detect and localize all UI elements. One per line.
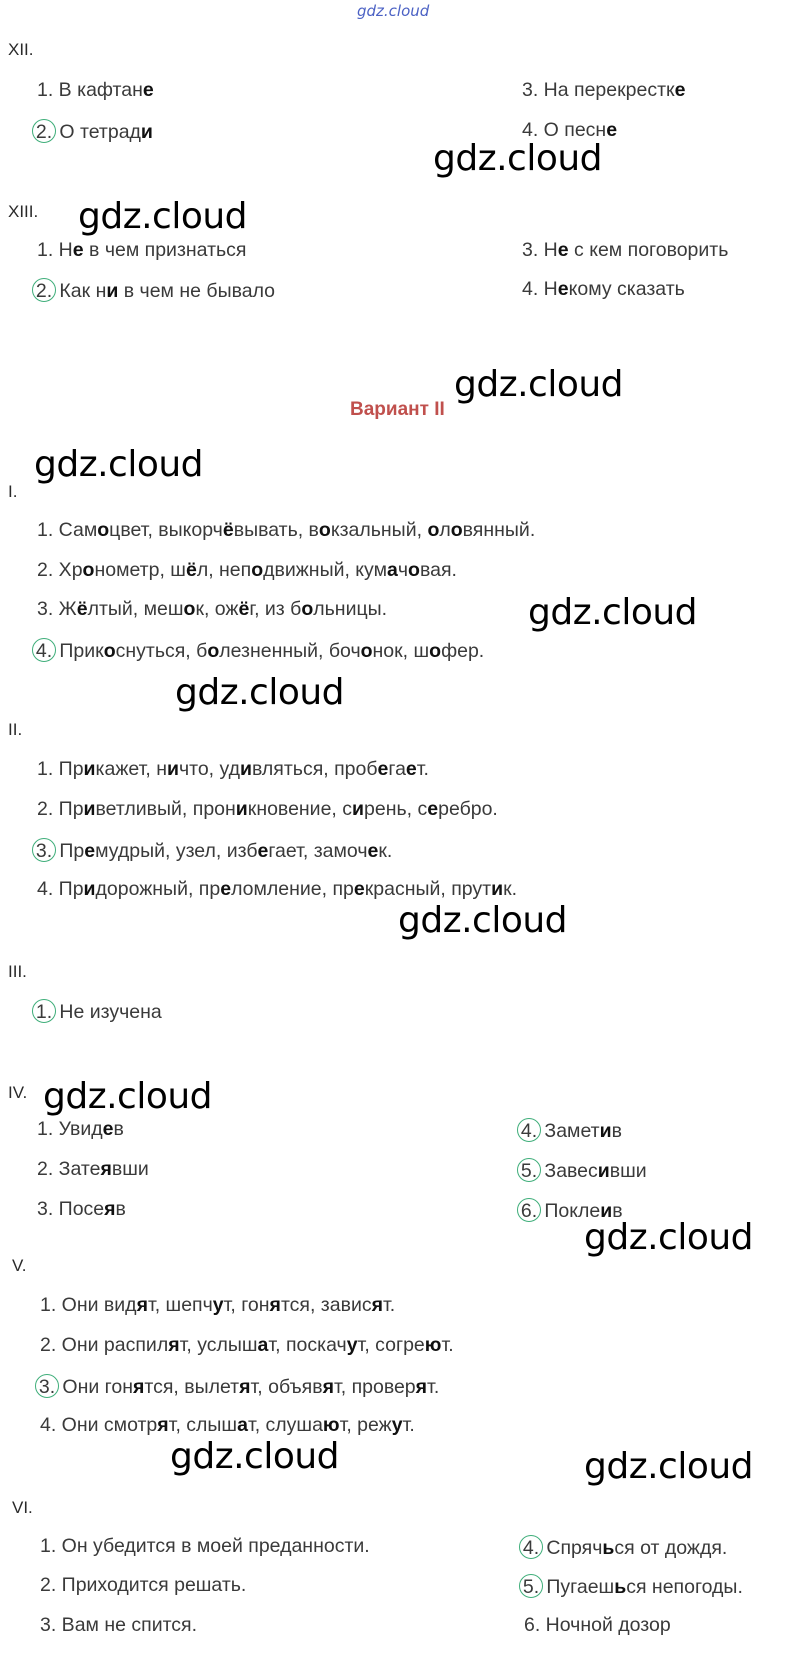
answer-number: 1. bbox=[37, 1118, 54, 1140]
answer-text: Заметив bbox=[539, 1120, 622, 1142]
selected-answer-number: 6. bbox=[517, 1198, 541, 1222]
answer-item bbox=[37, 638, 484, 663]
watermark: gdz.cloud bbox=[398, 900, 568, 941]
answer-text: Ночной дозор bbox=[540, 1614, 671, 1636]
answer-item bbox=[522, 239, 728, 262]
answer-number: 3. bbox=[522, 79, 539, 101]
answer-item bbox=[37, 878, 517, 901]
answer-text: Поклеив bbox=[539, 1200, 623, 1222]
answer-text: Некому сказать bbox=[538, 278, 685, 300]
answer-text: Не изучена bbox=[54, 1001, 162, 1023]
watermark: gdz.cloud bbox=[34, 444, 204, 485]
selected-answer-number: 5. bbox=[519, 1574, 543, 1598]
answer-text: Пугаешься непогоды. bbox=[541, 1576, 743, 1598]
answer-item bbox=[37, 1118, 124, 1141]
answer-text: Как ни в чем не бывало bbox=[54, 280, 276, 302]
answer-item bbox=[37, 1198, 126, 1221]
section-header-i: I. bbox=[8, 482, 18, 501]
answer-item bbox=[40, 1535, 370, 1558]
answer-text: Вам не спится. bbox=[56, 1614, 198, 1636]
answer-number: 1. bbox=[37, 758, 54, 780]
answer-text: Посеяв bbox=[53, 1198, 126, 1220]
answer-number: 2. bbox=[40, 1334, 57, 1356]
answer-number: 4. bbox=[522, 119, 539, 141]
answer-number: 1. bbox=[40, 1294, 57, 1316]
answer-item bbox=[37, 239, 246, 262]
answer-item bbox=[37, 798, 498, 821]
watermark: gdz.cloud bbox=[454, 364, 624, 405]
section-header-xiii: XIII. bbox=[8, 202, 39, 221]
answer-text: О тетради bbox=[54, 121, 153, 143]
answer-text: Приветливый, проникновение, сирень, серебро. bbox=[53, 798, 498, 820]
answer-item bbox=[522, 278, 685, 301]
selected-answer-number: 4. bbox=[32, 638, 56, 662]
watermark: gdz.cloud bbox=[170, 1436, 340, 1477]
answer-text: Увидев bbox=[53, 1118, 124, 1140]
answer-text: Затеявши bbox=[53, 1158, 149, 1180]
answer-text: Прикоснуться, болезненный, бочонок, шофер. bbox=[54, 640, 485, 662]
answer-item bbox=[37, 838, 392, 863]
answer-text: Не в чем признаться bbox=[53, 239, 247, 261]
answer-item bbox=[37, 758, 429, 781]
answer-number: 6. bbox=[524, 1614, 541, 1636]
answer-text: На перекрестке bbox=[538, 79, 686, 101]
answer-number: 3. bbox=[40, 1614, 57, 1636]
selected-answer-number: 3. bbox=[35, 1374, 59, 1398]
answer-text: Придорожный, преломление, прекрасный, прутик. bbox=[53, 878, 518, 900]
answer-item bbox=[37, 79, 154, 102]
answer-number: 2. bbox=[37, 1158, 54, 1180]
answer-item bbox=[37, 119, 153, 144]
answer-item bbox=[522, 79, 685, 102]
answer-text: Они видят, шепчут, гонятся, зависят. bbox=[56, 1294, 396, 1316]
answer-item bbox=[524, 1614, 671, 1637]
watermark: gdz.cloud bbox=[584, 1217, 754, 1258]
answer-number: 2. bbox=[40, 1574, 57, 1596]
selected-answer-number: 1. bbox=[32, 999, 56, 1023]
answer-item bbox=[522, 1118, 622, 1143]
variant-title: Вариант II bbox=[350, 399, 445, 420]
answer-text: В кафтане bbox=[53, 79, 154, 101]
top-watermark: gdz.cloud bbox=[357, 2, 430, 20]
selected-answer-number: 4. bbox=[517, 1118, 541, 1142]
answer-item bbox=[524, 1535, 727, 1560]
answer-text: Он убедится в моей преданности. bbox=[56, 1535, 370, 1557]
answer-number: 1. bbox=[37, 79, 54, 101]
section-header-xii: XII. bbox=[8, 40, 34, 59]
answer-text: Завесивши bbox=[539, 1160, 647, 1182]
answer-item bbox=[522, 1158, 647, 1183]
answer-text: Премудрый, узел, избегает, замочек. bbox=[54, 840, 393, 862]
answer-number: 2. bbox=[37, 559, 54, 581]
answer-text: Прикажет, ничто, удивляться, пробегает. bbox=[53, 758, 429, 780]
answer-item bbox=[40, 1574, 246, 1597]
watermark: gdz.cloud bbox=[78, 196, 248, 237]
answer-item bbox=[40, 1614, 197, 1637]
answer-number: 3. bbox=[522, 239, 539, 261]
section-header-iv: IV. bbox=[8, 1083, 28, 1102]
watermark: gdz.cloud bbox=[43, 1076, 213, 1117]
answer-text: Хронометр, шёл, неподвижный, кумачовая. bbox=[53, 559, 457, 581]
selected-answer-number: 5. bbox=[517, 1158, 541, 1182]
answer-item bbox=[37, 278, 275, 303]
answer-text: Не с кем поговорить bbox=[538, 239, 729, 261]
answer-number: 3. bbox=[37, 598, 54, 620]
selected-answer-number: 2. bbox=[32, 278, 56, 302]
answer-text: Они распилят, услышат, поскачут, согреют. bbox=[56, 1334, 454, 1356]
answer-item bbox=[40, 1414, 415, 1437]
answer-text: Жёлтый, мешок, ожёг, из больницы. bbox=[53, 598, 388, 620]
answer-number: 2. bbox=[37, 798, 54, 820]
section-header-vi: VI. bbox=[12, 1498, 33, 1517]
answer-number: 4. bbox=[522, 278, 539, 300]
answer-text: О песне bbox=[538, 119, 618, 141]
answer-item bbox=[40, 1374, 439, 1399]
watermark: gdz.cloud bbox=[528, 592, 698, 633]
watermark: gdz.cloud bbox=[584, 1446, 754, 1487]
answer-number: 3. bbox=[37, 1198, 54, 1220]
answer-number: 1. bbox=[37, 519, 54, 541]
answer-item bbox=[37, 559, 457, 582]
section-header-ii: II. bbox=[8, 720, 23, 739]
selected-answer-number: 3. bbox=[32, 838, 56, 862]
answer-text: Они гонятся, вылетят, объявят, проверят. bbox=[57, 1376, 440, 1398]
section-header-v: V. bbox=[12, 1256, 27, 1275]
answer-item bbox=[40, 1294, 395, 1317]
answer-number: 1. bbox=[40, 1535, 57, 1557]
section-header-iii: III. bbox=[8, 962, 27, 981]
answer-item bbox=[37, 1158, 149, 1181]
selected-answer-number: 4. bbox=[519, 1535, 543, 1559]
answer-item bbox=[37, 999, 162, 1024]
answer-number: 4. bbox=[40, 1414, 57, 1436]
answer-text: Самоцвет, выкорчёвывать, вокзальный, оловянный. bbox=[53, 519, 536, 541]
answer-text: Они смотрят, слышат, слушают, режут. bbox=[56, 1414, 415, 1436]
watermark: gdz.cloud bbox=[433, 138, 603, 179]
answer-number: 4. bbox=[37, 878, 54, 900]
answer-item bbox=[524, 1574, 743, 1599]
selected-answer-number: 2. bbox=[32, 119, 56, 143]
answer-item bbox=[40, 1334, 454, 1357]
watermark: gdz.cloud bbox=[175, 672, 345, 713]
answer-item bbox=[37, 598, 387, 621]
answer-text: Спрячься от дождя. bbox=[541, 1537, 728, 1559]
answer-number: 1. bbox=[37, 239, 54, 261]
answer-text: Приходится решать. bbox=[56, 1574, 247, 1596]
answer-item bbox=[37, 519, 535, 542]
